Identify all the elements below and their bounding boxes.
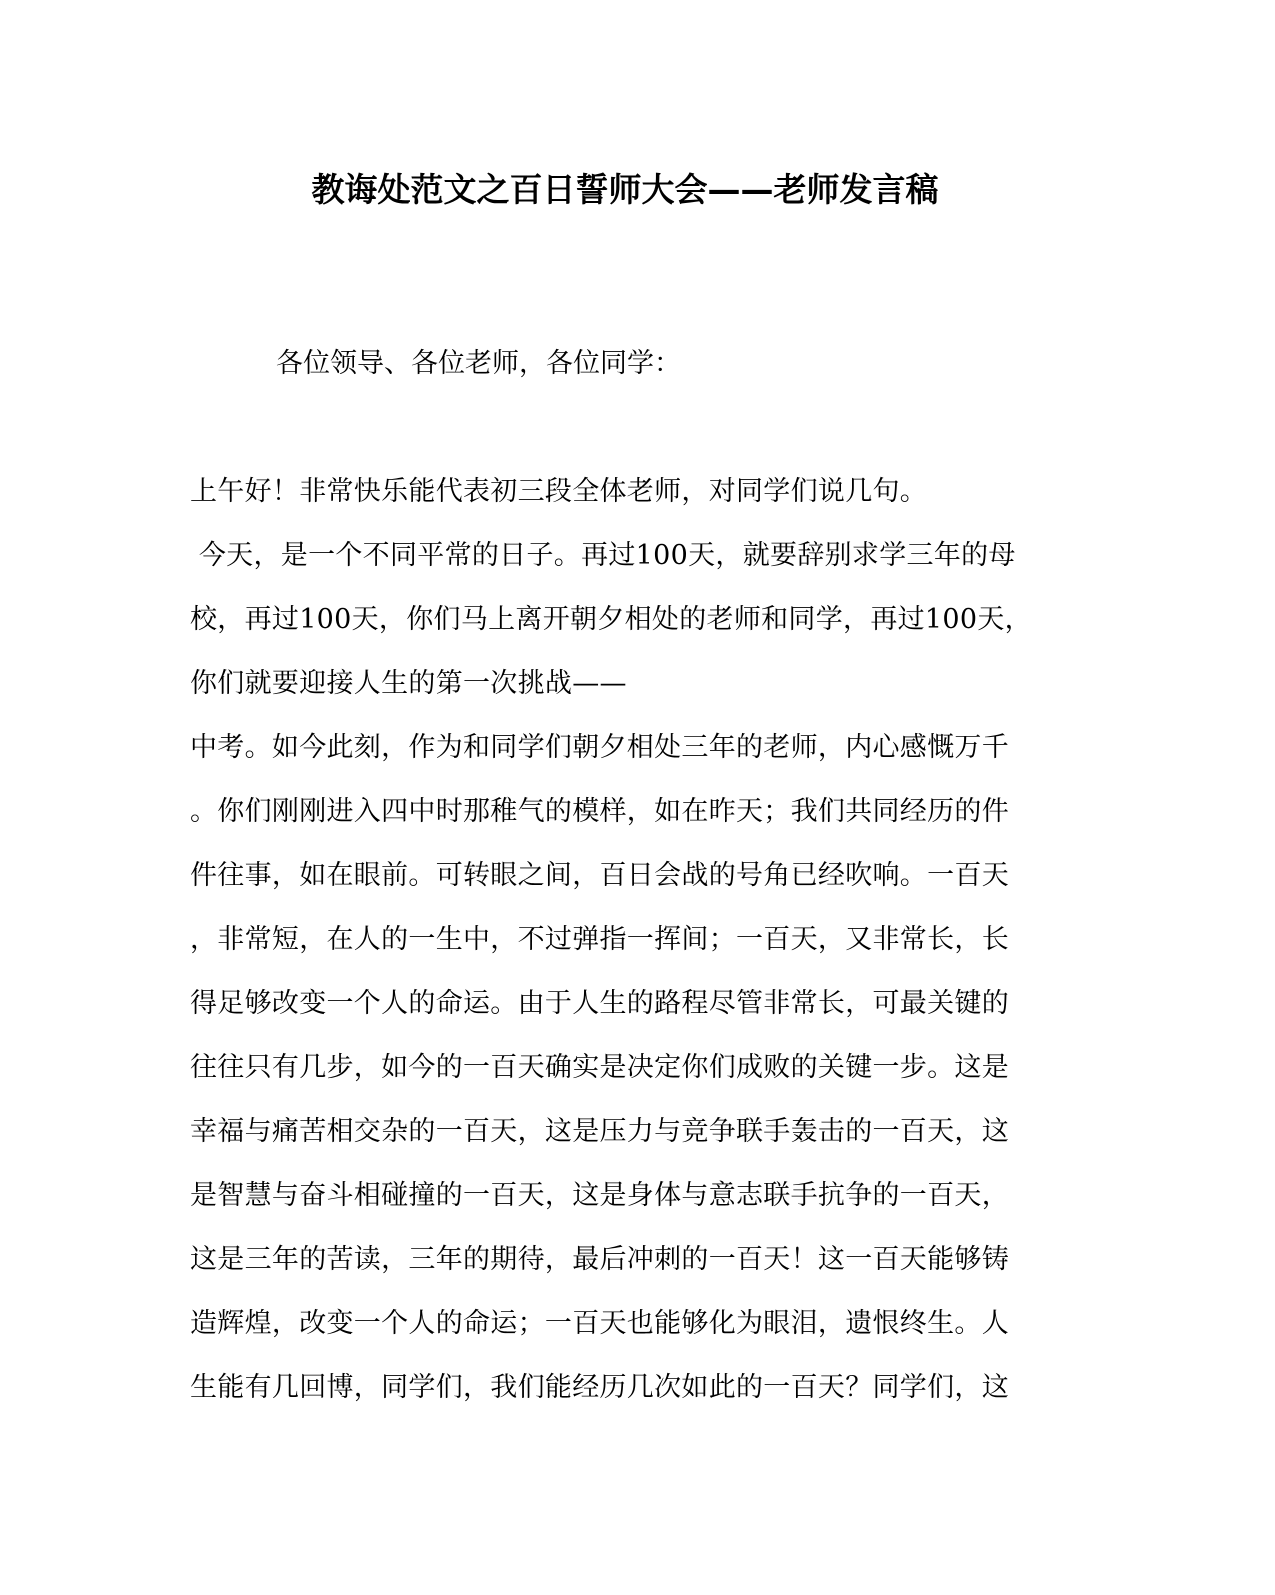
body-line: 上午好！非常快乐能代表初三段全体老师，对同学们说几句。 <box>190 476 928 507</box>
body-line: 生能有几回博，同学们，我们能经历几次如此的一百天？同学们，这 <box>190 1372 1009 1403</box>
body-line: 幸福与痛苦相交杂的一百天，这是压力与竞争联手轰击的一百天，这 <box>190 1116 1009 1147</box>
body-line: 你们就要迎接人生的第一次挑战—— <box>190 668 627 699</box>
body-line: 这是三年的苦读，三年的期待，最后冲刺的一百天！这一百天能够铸 <box>190 1244 1009 1275</box>
body-line: 。你们刚刚进入四中时那稚气的模样，如在昨天；我们共同经历的件 <box>190 796 1009 827</box>
body-line: 是智慧与奋斗相碰撞的一百天，这是身体与意志联手抗争的一百天， <box>190 1180 1009 1211</box>
body-line: 今天，是一个不同平常的日子。再过100天，就要辞别求学三年的母 <box>190 540 1016 571</box>
body-text <box>190 468 1070 1428</box>
body-line: 造辉煌，改变一个人的命运；一百天也能够化为眼泪，遗恨终生。人 <box>190 1308 1009 1339</box>
body-line: 件往事，如在眼前。可转眼之间，百日会战的号角已经吹响。一百天 <box>190 860 1009 891</box>
document-title: 教诲处范文之百日誓师大会——老师发言稿 <box>311 170 939 209</box>
body-line: 往往只有几步，如今的一百天确实是决定你们成败的关键一步。这是 <box>190 1052 1009 1083</box>
body-line: 中考。如今此刻，作为和同学们朝夕相处三年的老师，内心感慨万千 <box>190 732 1009 763</box>
body-line: ，非常短，在人的一生中，不过弹指一挥间；一百天，又非常长，长 <box>190 924 1009 955</box>
body-line: 得足够改变一个人的命运。由于人生的路程尽管非常长，可最关键的 <box>190 988 1009 1019</box>
salutation-line: 各位领导、各位老师，各位同学： <box>276 348 681 379</box>
body-line: 校，再过100天，你们马上离开朝夕相处的老师和同学，再过100天， <box>190 604 1032 635</box>
